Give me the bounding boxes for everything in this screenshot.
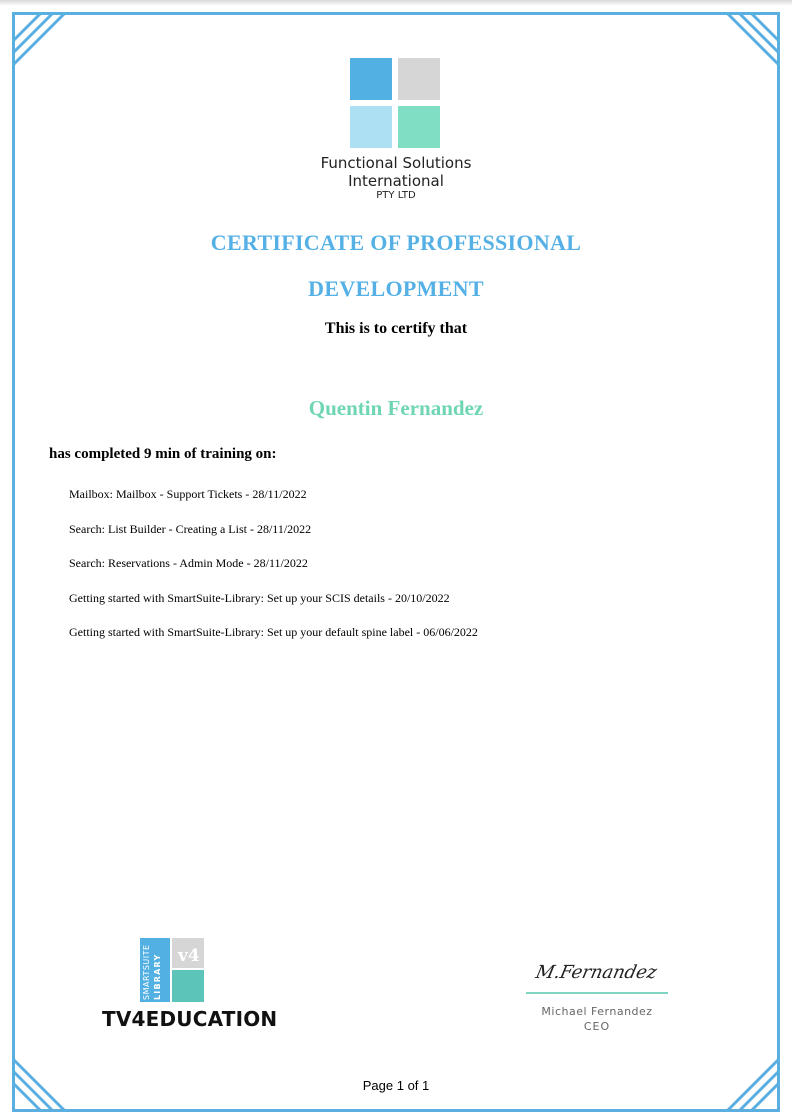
corner-ornament-bottom-right — [720, 1052, 780, 1112]
signatory-name: Michael Fernandez — [541, 1005, 653, 1018]
corner-ornament-top-right — [720, 12, 780, 72]
recipient-name: Quentin Fernandez — [308, 396, 484, 420]
company-logo — [350, 58, 442, 150]
logo-text-library: LIBRARY — [153, 953, 162, 1000]
tv4education-wordmark: TV4EDUCATION — [102, 1007, 278, 1031]
logo-square-teal — [172, 970, 204, 1002]
corner-ornament-top-left — [12, 12, 72, 72]
signature-script: M.Fernandez — [533, 962, 659, 983]
certify-text: This is to certify that — [324, 320, 468, 337]
course-list — [69, 486, 478, 659]
page-top-shadow — [0, 0, 792, 6]
signatory-role: CEO — [583, 1020, 611, 1033]
logo-text-smartsuite: SMARTSUITE — [142, 944, 151, 1000]
logo-square-light-blue — [350, 106, 392, 148]
logo-text-version: v4 — [178, 946, 200, 966]
completed-text: has completed 9 min of training on: — [49, 446, 277, 462]
course-item: Getting started with SmartSuite-Library: Set up your SCIS details - 20/10/2022 — [69, 590, 450, 605]
course-item: Search: List Builder - Creating a List - 28/11/2022 — [69, 521, 312, 536]
page-number: Page 1 of 1 — [362, 1078, 430, 1093]
course-item: Search: Reservations - Admin Mode - 28/11/2022 — [69, 556, 308, 570]
company-name — [296, 154, 496, 202]
signature-line — [526, 992, 668, 994]
certificate-title-line2: DEVELOPMENT — [308, 276, 484, 301]
logo-square-blue — [350, 58, 392, 100]
certificate-title-line1: CERTIFICATE OF PROFESSIONAL — [210, 230, 582, 255]
company-name-line1: Functional Solutions — [320, 154, 472, 172]
logo-square-grey — [398, 58, 440, 100]
course-item: Getting started with SmartSuite-Library: Set up your default spine label - 06/06/2022 — [69, 625, 478, 639]
company-name-line3: PTY LTD — [376, 190, 416, 201]
smartsuite-library-logo — [140, 938, 206, 1002]
corner-ornament-bottom-left — [12, 1052, 72, 1112]
logo-square-teal — [398, 106, 440, 148]
company-name-line2: International — [348, 172, 444, 190]
course-item: Mailbox: Mailbox - Support Tickets - 28/11/2022 — [69, 487, 307, 501]
